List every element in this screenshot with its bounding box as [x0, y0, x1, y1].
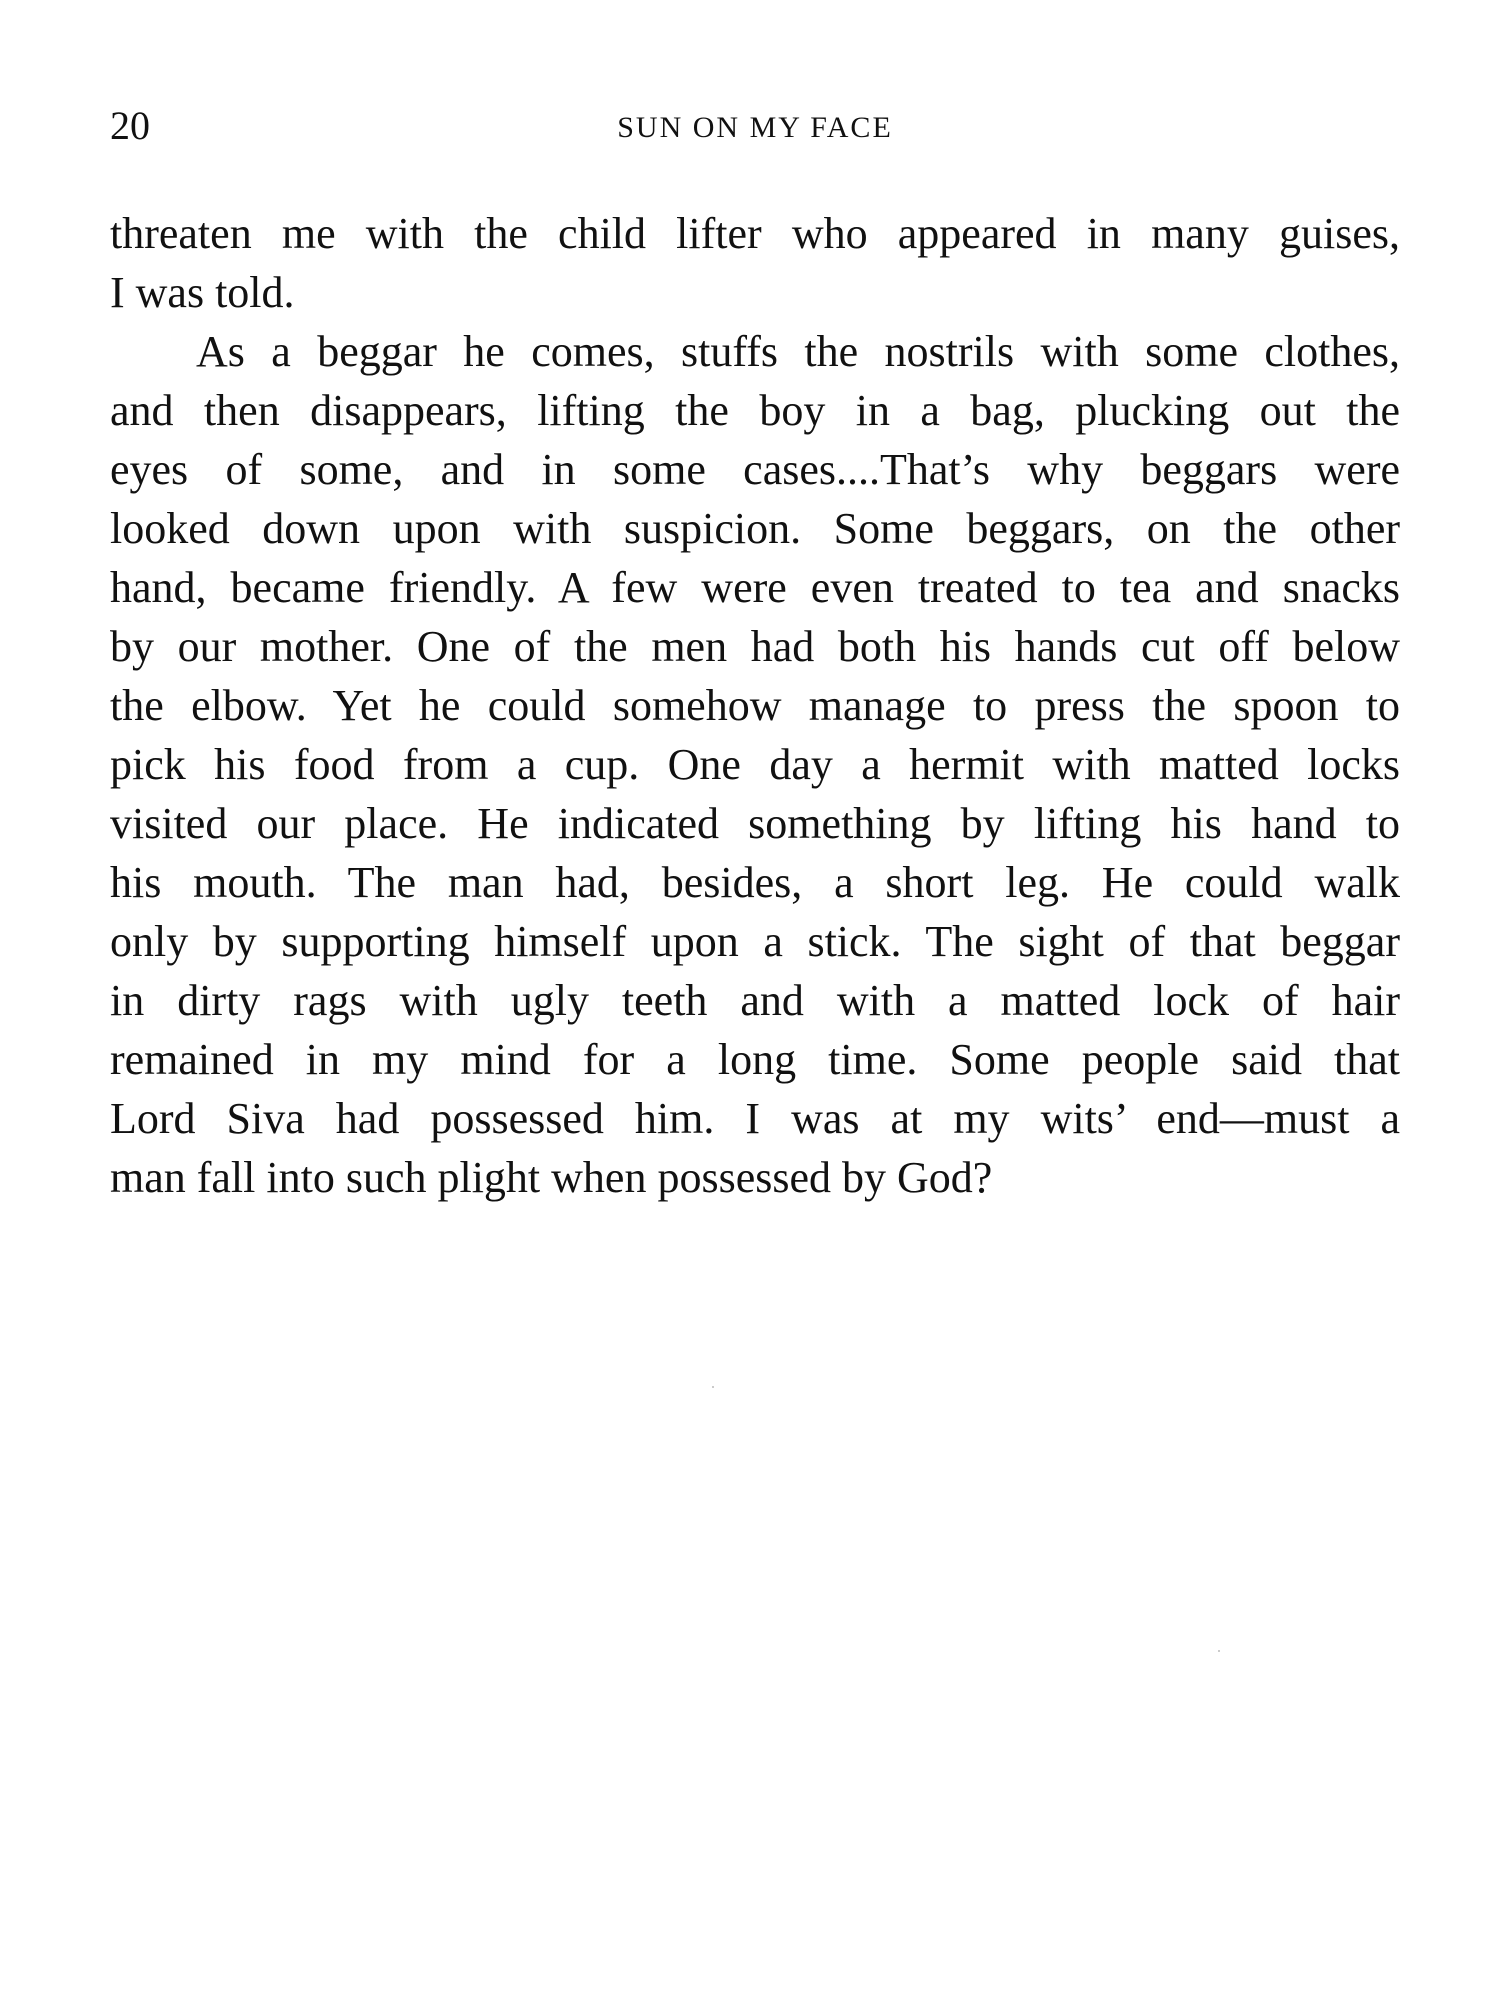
text-line: eyes of some, and in some cases....That’s why beggars were: [110, 445, 1400, 494]
running-head: [110, 96, 1400, 156]
text-line: in dirty rags with ugly teeth and with a matted lock of hair: [110, 976, 1400, 1025]
paragraph-2: [110, 322, 1400, 1207]
paragraph-1: [110, 204, 1400, 322]
page-number: 20: [110, 103, 150, 148]
text-line: I was told.: [110, 268, 295, 317]
body-text: [110, 204, 1400, 1207]
text-line: only by supporting himself upon a stick. The sight of that beggar: [110, 917, 1400, 966]
text-line: Lord Siva had possessed him. I was at my wits’ end—must a: [110, 1094, 1400, 1143]
book-title: SUN ON MY FACE: [617, 111, 893, 144]
scan-speck: [712, 1386, 714, 1388]
text-line: the elbow. Yet he could somehow manage to press the spoon to: [110, 681, 1400, 730]
text-line: his mouth. The man had, besides, a short leg. He could walk: [110, 858, 1400, 907]
text-line: As a beggar he comes, stuffs the nostrils with some clothes,: [196, 327, 1400, 376]
text-line: threaten me with the child lifter who appeared in many guises,: [110, 209, 1400, 258]
text-line: visited our place. He indicated something by lifting his hand to: [110, 799, 1400, 848]
text-line: and then disappears, lifting the boy in a bag, plucking out the: [110, 386, 1400, 435]
text-line: man fall into such plight when possessed by God?: [110, 1153, 993, 1202]
text-line: remained in my mind for a long time. Some people said that: [110, 1035, 1400, 1084]
text-line: hand, became friendly. A few were even treated to tea and snacks: [110, 563, 1400, 612]
text-line: by our mother. One of the men had both his hands cut off below: [110, 622, 1400, 671]
text-line: pick his food from a cup. One day a hermit with matted locks: [110, 740, 1400, 789]
scan-speck: [1218, 1650, 1220, 1652]
text-line: looked down upon with suspicion. Some beggars, on the other: [110, 504, 1400, 553]
